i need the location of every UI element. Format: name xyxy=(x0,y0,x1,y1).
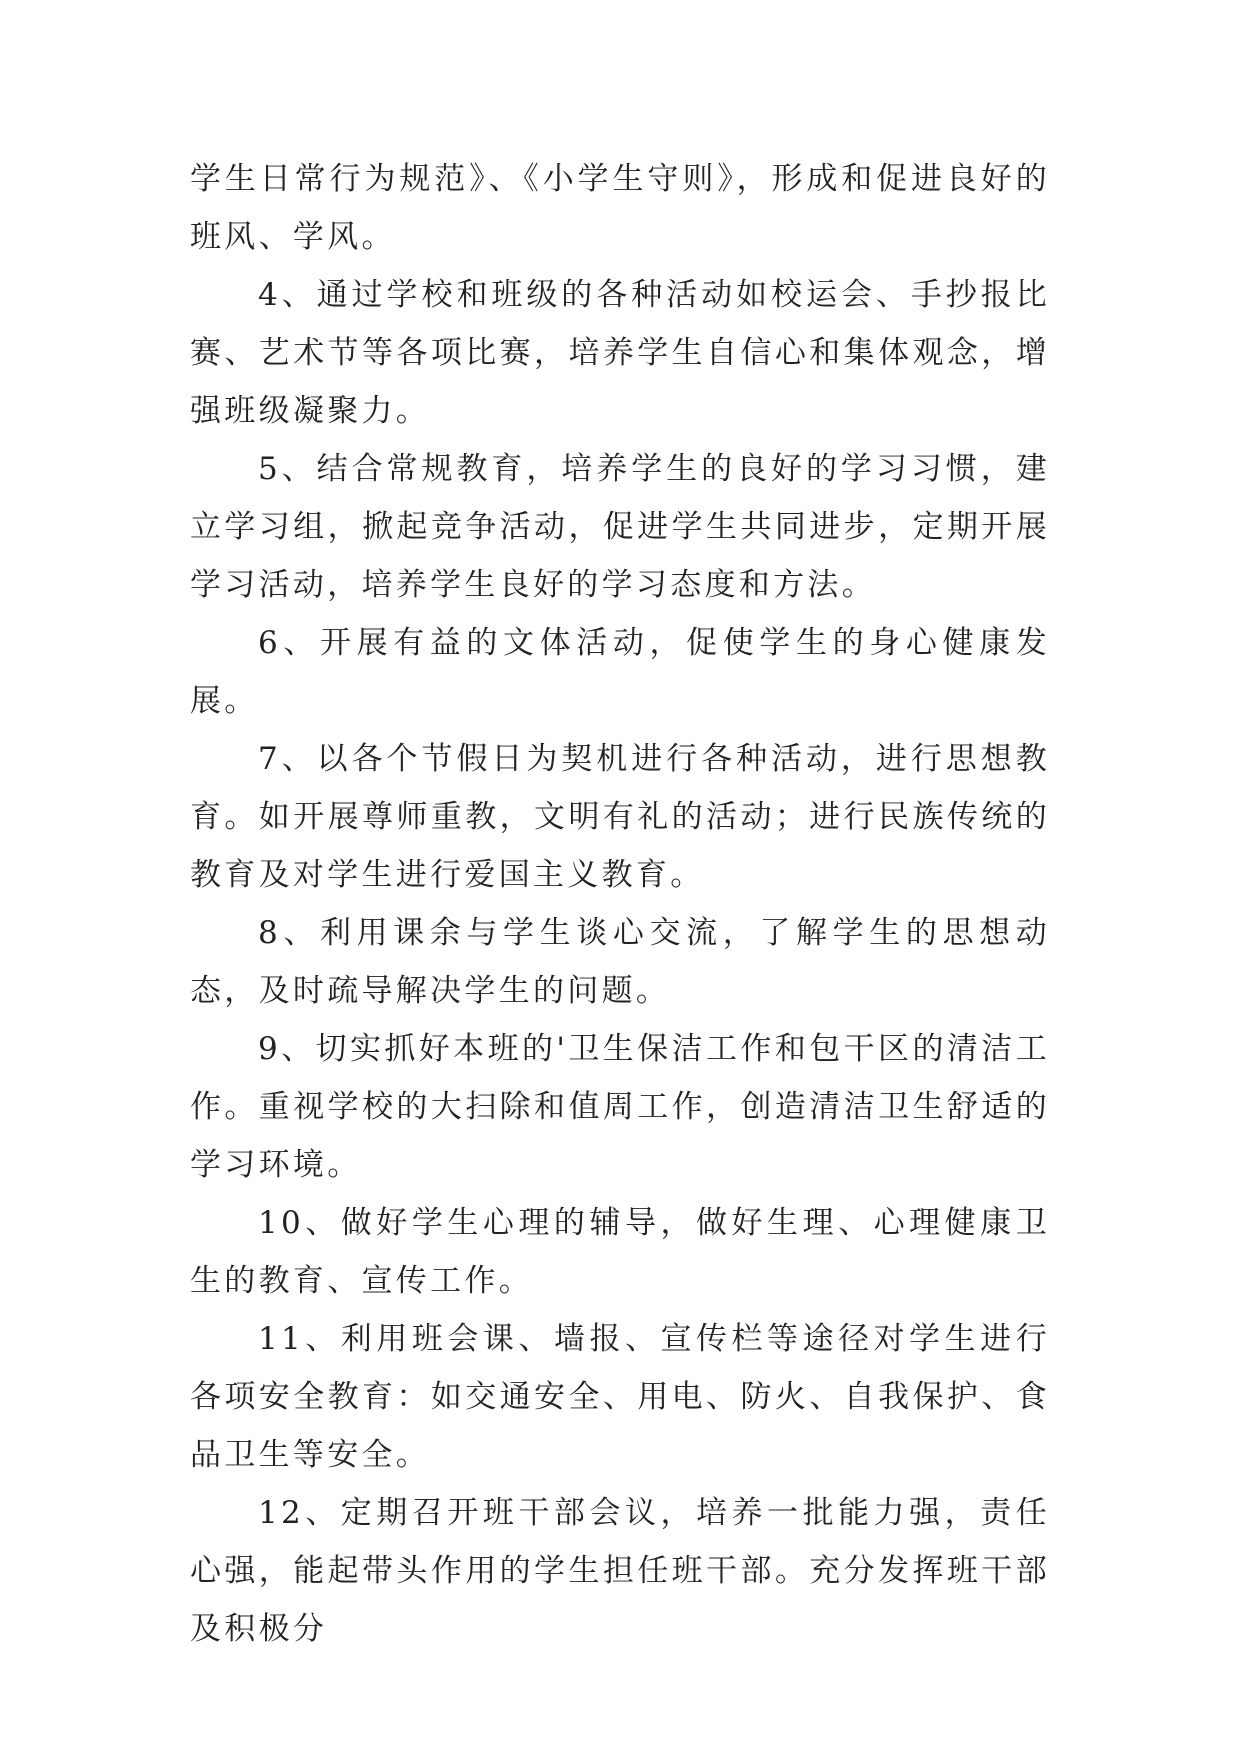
paragraph-item-4: 4、通过学校和班级的各种活动如校运会、手抄报比赛、艺术节等各项比赛，培养学生自信心和集体观念，增强班级凝聚力。 xyxy=(190,277,1050,429)
document-body xyxy=(190,150,1050,1658)
paragraph-item-12: 12、定期召开班干部会议，培养一批能力强，责任心强，能起带头作用的学生担任班干部。充分发挥班干部及积极分 xyxy=(190,1495,1050,1647)
paragraph-item-6: 6、开展有益的文体活动，促使学生的身心健康发展。 xyxy=(190,625,1050,719)
paragraph-item-11: 11、利用班会课、墙报、宣传栏等途径对学生进行各项安全教育：如交通安全、用电、防火、自我保护、食品卫生等安全。 xyxy=(190,1321,1050,1473)
paragraph-item-8: 8、利用课余与学生谈心交流，了解学生的思想动态，及时疏导解决学生的问题。 xyxy=(190,915,1050,1009)
paragraph-item-5: 5、结合常规教育，培养学生的良好的学习习惯，建立学习组，掀起竞争活动，促进学生共同进步，定期开展学习活动，培养学生良好的学习态度和方法。 xyxy=(190,451,1050,603)
paragraph-item-10: 10、做好学生心理的辅导，做好生理、心理健康卫生的教育、宣传工作。 xyxy=(190,1205,1050,1299)
paragraph-continuation: 学生日常行为规范》、《小学生守则》，形成和促进良好的班风、学风。 xyxy=(190,161,1050,255)
paragraph-item-9: 9、切实抓好本班的'卫生保洁工作和包干区的清洁工作。重视学校的大扫除和值周工作，创造清洁卫生舒适的学习环境。 xyxy=(190,1031,1050,1183)
paragraph-item-7: 7、以各个节假日为契机进行各种活动，进行思想教育。如开展尊师重教，文明有礼的活动；进行民族传统的教育及对学生进行爱国主义教育。 xyxy=(190,741,1050,893)
